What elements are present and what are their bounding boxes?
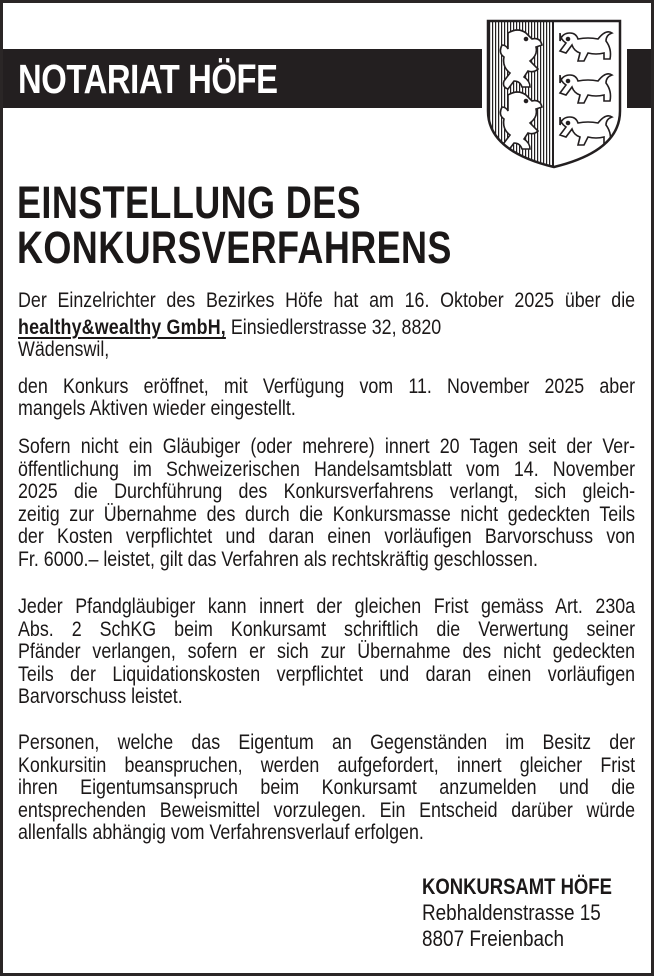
paragraph-4-line: Jeder Pfandgläubiger kann innert der gleichen Frist gemäss Art. 230a (18, 595, 636, 618)
notice-title-line-1: EINSTELLUNG DES (17, 177, 362, 228)
paragraph-1-line-3: Wädenswil, (18, 338, 110, 361)
header-title: NOTARIAT HÖFE (18, 56, 278, 102)
paragraph-5-line: entsprechenden Beweismittel vorzulegen. Ein Entscheid darüber würde (18, 799, 636, 822)
paragraph-1-line-2 (18, 316, 635, 340)
coat-of-arms-icon (486, 19, 622, 169)
paragraph-3-line: öffentlichung im Schweizerischen Handelsamtsblatt vom 14. November (18, 458, 636, 481)
paragraph-2-line: mangels Aktiven wieder eingestellt. (18, 397, 296, 420)
paragraph-5-line: ihren Eigentumsanspruch beim Konkursamt anzumelden und die (18, 776, 636, 799)
company-name: healthy&wealthy GmbH, (18, 316, 226, 339)
paragraph-4-line: Abs. 2 SchKG beim Konkursamt schriftlich die Verwertung seiner (18, 618, 636, 641)
paragraph-4-line: Barvorschuss leistet. (18, 685, 183, 708)
paragraph-3-line: 2025 die Durchführung des Konkursverfahrens verlangt, sich gleich- (18, 480, 636, 503)
paragraph-5-line: allenfalls abhängig vom Verfahrensverlauf erfolgen. (18, 821, 424, 844)
paragraph-3-line: Sofern nicht ein Gläubiger (oder mehrere) innert 20 Tagen seit der Ver- (18, 435, 636, 458)
signature-street: Rebhaldenstrasse 15 (422, 900, 601, 925)
paragraph-3-line: Fr. 6000.– leistet, gilt das Verfahren als rechtskräftig geschlossen. (18, 548, 538, 571)
notice-title-line-2: KONKURSVERFAHRENS (17, 222, 452, 273)
company-address: Einsiedlerstrasse 32, 8820 (225, 316, 442, 339)
paragraph-5-line: Konkursitin beanspruchen, werden aufgefordert, innert gleicher Frist (18, 754, 636, 777)
header-bar-right (627, 49, 651, 108)
paragraph-4-line: Teils der Liquidationskosten verpflichtet und daran einen vorläufigen (18, 663, 636, 686)
signature-city: 8807 Freienbach (422, 926, 565, 951)
signature-office: KONKURSAMT HÖFE (422, 874, 612, 899)
paragraph-1-line-1: Der Einzelrichter des Bezirkes Höfe hat am 16. Oktober 2025 über die (18, 289, 636, 312)
paragraph-2-line: den Konkurs eröffnet, mit Verfügung vom 11. November 2025 aber (18, 375, 636, 398)
paragraph-4-line: Pfänder verlangen, sofern er sich zur Übernahme des nicht gedeckten (18, 640, 636, 663)
paragraph-5-line: Personen, welche das Eigentum an Gegenständen im Besitz der (18, 731, 636, 754)
paragraph-3-line: zeitig zur Übernahme des durch die Konkursmasse nicht gedeckten Teils (18, 503, 636, 526)
paragraph-3-line: der Kosten verpflichtet und daran einen vorläufigen Barvorschuss von (18, 525, 636, 548)
